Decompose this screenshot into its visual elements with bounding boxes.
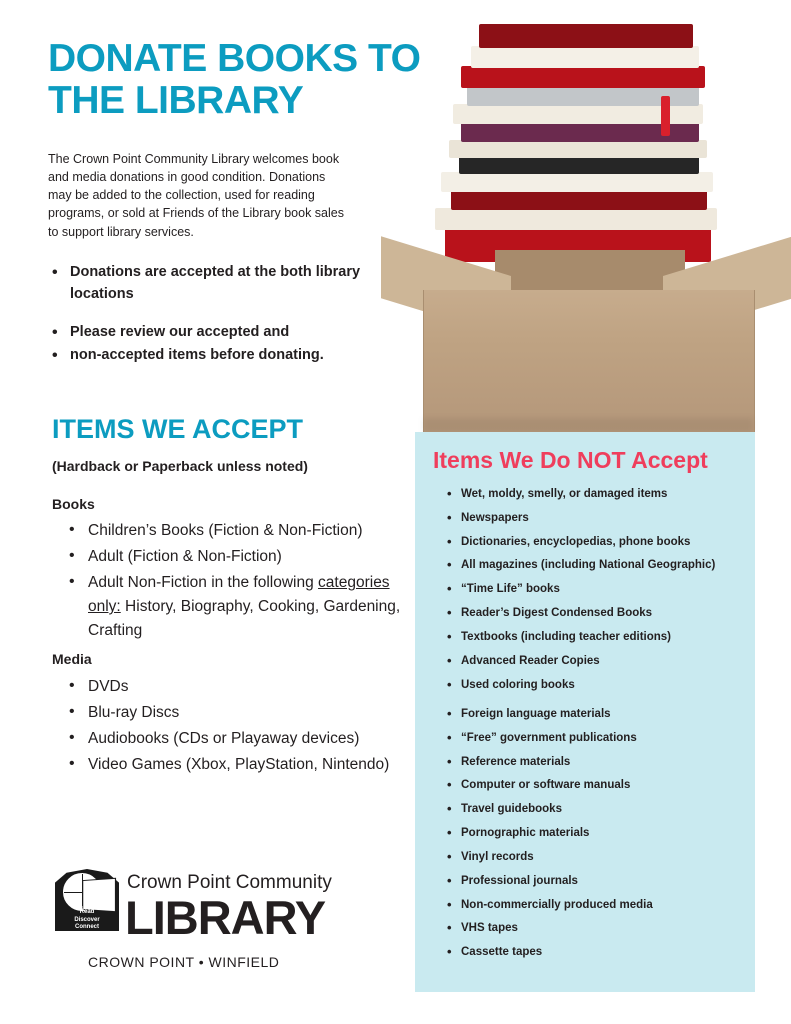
intro-bullet-list bbox=[48, 262, 388, 383]
accepted-media-list bbox=[64, 675, 424, 779]
list-item: • Pornographic materials bbox=[443, 825, 743, 841]
list-item: • Non-commercially produced media bbox=[443, 897, 743, 913]
tagline-line-2: Discover bbox=[74, 916, 100, 923]
not-accepted-heading: Items We Do NOT Accept bbox=[433, 447, 708, 473]
intro-paragraph: The Crown Point Community Library welcomes book and media donations in good condition. Donations may be added to the collection, used for reading programs, or sold at Friends of the Library book sales to support library services. bbox=[48, 152, 344, 239]
books-in-box-photo bbox=[375, 0, 791, 432]
box-front-panel bbox=[423, 290, 755, 432]
list-item: • Children’s Books (Fiction & Non-Fiction) bbox=[64, 519, 424, 543]
list-item: • Video Games (Xbox, PlayStation, Nintendo) bbox=[64, 753, 424, 777]
list-item: • Professional journals bbox=[443, 873, 743, 889]
book-pages-cream-3 bbox=[449, 140, 707, 158]
media-section-label: Media bbox=[52, 651, 92, 667]
list-item: • Advanced Reader Copies bbox=[443, 653, 743, 669]
list-item: • “Free” government publications bbox=[443, 730, 743, 746]
accepted-books-list bbox=[64, 519, 424, 645]
list-item: • Adult (Fiction & Non-Fiction) bbox=[64, 545, 424, 569]
not-accepted-panel bbox=[415, 432, 755, 992]
accept-heading: ITEMS WE ACCEPT bbox=[52, 414, 304, 444]
list-item: • Dictionaries, encyclopedias, phone books bbox=[443, 534, 743, 550]
book-spine-darkred-1 bbox=[451, 190, 707, 210]
book-pages-cream-2 bbox=[441, 172, 713, 192]
book-pages-cream-5 bbox=[471, 46, 699, 68]
list-item: • Vinyl records bbox=[443, 849, 743, 865]
list-item: • Blu-ray Discs bbox=[64, 701, 424, 725]
list-item: • “Time Life” books bbox=[443, 581, 743, 597]
tagline-line-3: Connect bbox=[75, 924, 99, 930]
tagline-line-1: Read bbox=[79, 909, 95, 915]
list-item: • Computer or software manuals bbox=[443, 777, 743, 793]
list-item: • Please review our accepted and bbox=[48, 322, 388, 344]
list-item: • Reference materials bbox=[443, 754, 743, 770]
book-spine-red-2 bbox=[461, 66, 705, 88]
list-item: • Textbooks (including teacher editions) bbox=[443, 629, 743, 645]
list-item bbox=[64, 571, 424, 643]
library-logo-icon bbox=[55, 869, 119, 931]
list-item: • Donations are accepted at the both library locations bbox=[48, 262, 388, 306]
open-book-icon bbox=[79, 878, 116, 915]
logo-library-word: LIBRARY bbox=[125, 891, 326, 944]
list-item: • Used coloring books bbox=[443, 677, 743, 693]
list-item: • All magazines (including National Geographic) bbox=[443, 557, 743, 573]
list-item: • Travel guidebooks bbox=[443, 801, 743, 817]
list-item: • Newspapers bbox=[443, 510, 743, 526]
box-shadow bbox=[423, 418, 753, 432]
list-item: • non-accepted items before donating. bbox=[48, 345, 388, 367]
list-item: • Reader’s Digest Condensed Books bbox=[443, 605, 743, 621]
books-item3-part1: Adult Non-Fiction in the following bbox=[88, 574, 319, 592]
book-pages-cream-1 bbox=[435, 208, 717, 230]
list-item: • Wet, moldy, smelly, or damaged items bbox=[443, 486, 743, 502]
logo-org-name: Crown Point Community bbox=[127, 872, 332, 893]
list-item: • DVDs bbox=[64, 675, 424, 699]
books-section-label: Books bbox=[52, 496, 95, 512]
list-item: • Cassette tapes bbox=[443, 944, 743, 960]
not-accepted-list bbox=[443, 486, 743, 968]
list-item: • VHS tapes bbox=[443, 920, 743, 936]
library-logo bbox=[55, 866, 375, 976]
list-item: • Foreign language materials bbox=[443, 706, 743, 722]
page-title: DONATE BOOKS TO THE LIBRARY bbox=[48, 37, 421, 123]
accept-subheading: (Hardback or Paperback unless noted) bbox=[52, 458, 308, 474]
logo-tagline bbox=[60, 909, 114, 932]
list-item: • Audiobooks (CDs or Playaway devices) bbox=[64, 727, 424, 751]
book-spine-black-1 bbox=[459, 156, 699, 174]
book-spine-darkred-2 bbox=[479, 24, 693, 48]
bookmark-ribbon bbox=[661, 96, 670, 136]
books-item3-underline: categories only: bbox=[88, 574, 390, 616]
logo-locations: CROWN POINT • WINFIELD bbox=[88, 954, 280, 970]
books-item3-part2: History, Biography, Cooking, Gardening, Crafting bbox=[88, 598, 401, 640]
